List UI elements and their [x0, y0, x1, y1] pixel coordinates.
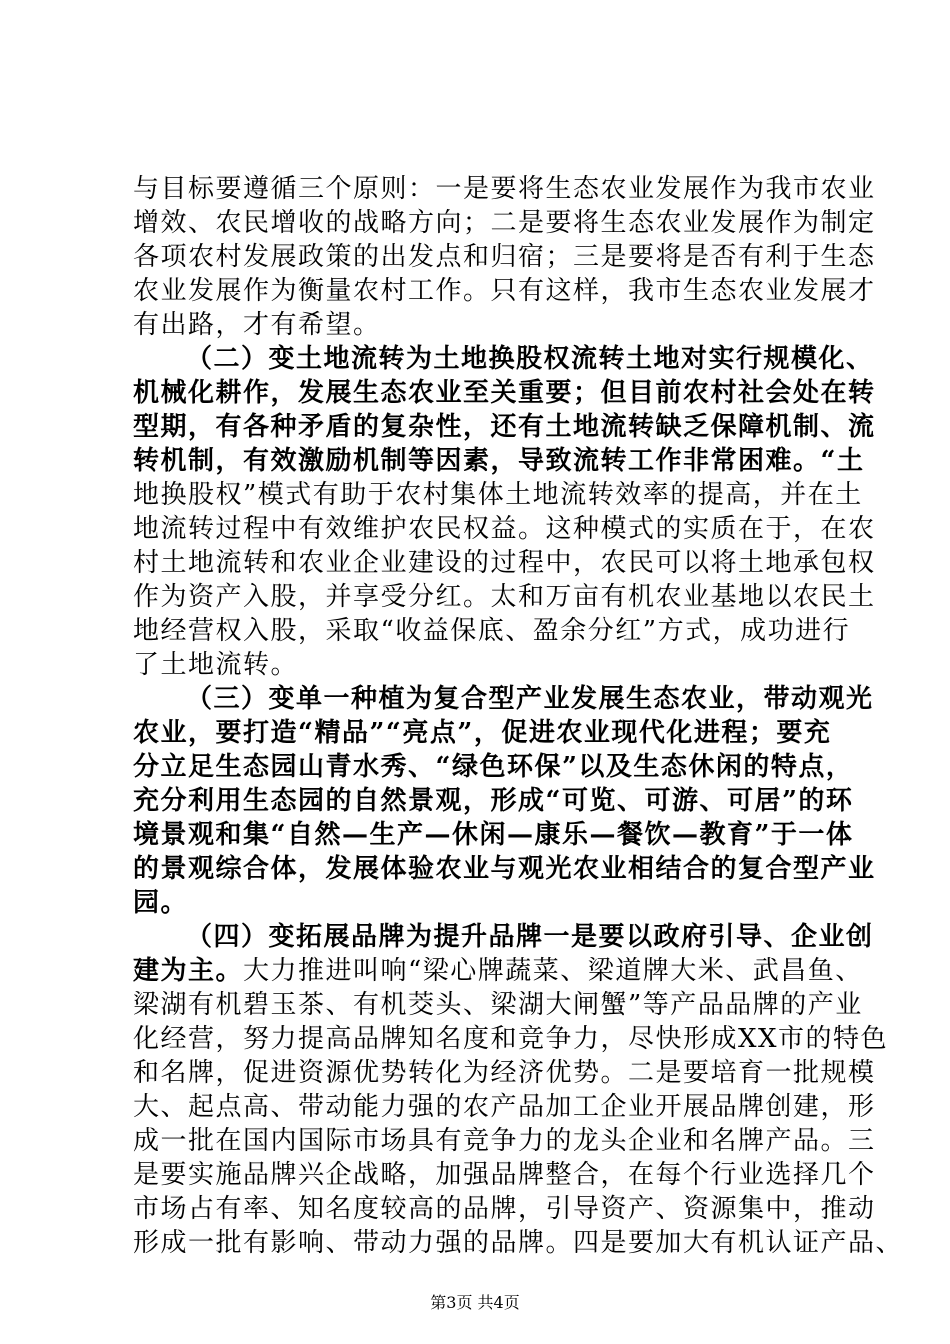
text-line: 作为资产入股，并享受分红。太和万亩有机农业基地以农民土 — [133, 582, 876, 612]
text-line: 和名牌，促进资源优势转化为经济优势。二是要培育一批规模 — [133, 1058, 876, 1088]
text-line: 农业发展作为衡量农村工作。只有这样，我市生态农业发展才 — [133, 276, 876, 306]
text-line: 各项农村发展政策的出发点和归宿；三是要将是否有利于生态 — [133, 242, 876, 272]
text-line: 是要实施品牌兴企战略，加强品牌整合，在每个行业选择几个 — [133, 1160, 876, 1190]
text-line — [133, 954, 863, 988]
text-line: 化经营，努力提高品牌知名度和竞争力，尽快形成XX市的特色 — [133, 1024, 889, 1054]
text-line: 村土地流转和农业企业建设的过程中，农民可以将土地承包权 — [133, 548, 876, 578]
text-line: 了土地流转。 — [133, 650, 299, 680]
page-footer: 第3页 共4页 — [430, 1293, 520, 1312]
text-line: 转机制，有效激励机制等因素，导致流转工作非常困难。“土 — [133, 446, 865, 476]
text-line: 的景观综合体，发展体验农业与观光农业相结合的复合型产业 — [133, 854, 876, 884]
text-line: 园。 — [133, 888, 189, 918]
text-line: 有出路，才有希望。 — [133, 310, 381, 340]
text-line: 与目标要遵循三个原则：一是要将生态农业发展作为我市农业 — [133, 174, 876, 204]
section-heading-4: （四）变拓展品牌为提升品牌一是要以政府引导、企业创 — [186, 922, 874, 952]
section-heading-3: （三）变单一种植为复合型产业发展生态农业，带动观光 — [186, 684, 874, 714]
text-line: 形成一批有影响、带动力强的品牌。四是要加大有机认证产品、 — [133, 1228, 904, 1258]
text-line: 地换股权”模式有助于农村集体土地流转效率的提高，并在土 — [133, 480, 863, 510]
text-line: 分立足生态园山青水秀、“绿色环保”以及生态休闲的特点， — [133, 752, 854, 782]
text-line: 市场占有率、知名度较高的品牌，引导资产、资源集中，推动 — [133, 1194, 876, 1224]
text-line: 地流转过程中有效维护农民权益。这种模式的实质在于，在农 — [133, 514, 876, 544]
text-line: 增效、农民增收的战略方向；二是要将生态农业发展作为制定 — [133, 208, 876, 238]
section-heading-2: （二）变土地流转为土地换股权流转土地对实行规模化、 — [186, 344, 874, 374]
text-line: 型期，有各种矛盾的复杂性，还有土地流转缺乏保障机制、流 — [133, 412, 876, 442]
text-line: 大、起点高、带动能力强的农产品加工企业开展品牌创建，形 — [133, 1092, 876, 1122]
text-line: 农业，要打造“精品”“亮点”，促进农业现代化进程；要充 — [133, 718, 832, 748]
text-line: 充分利用生态园的自然景观，形成“可览、可游、可居”的环 — [133, 786, 854, 816]
text-line: 地经营权入股，采取“收益保底、盈余分红”方式，成功进行 — [133, 616, 851, 646]
text-line: 梁湖有机碧玉茶、有机茭头、梁湖大闸蟹”等产品品牌的产业 — [133, 990, 863, 1020]
text-line: 境景观和集“自然—生产—休闲—康乐—餐饮—教育”于一体 — [133, 820, 854, 850]
text-segment: 大力推进叫响“梁心牌蔬菜、梁道牌大米、武昌鱼、 — [243, 956, 863, 986]
text-segment-bold: 建为主。 — [133, 956, 244, 986]
text-line: 成一批在国内国际市场具有竞争力的龙头企业和名牌产品。三 — [133, 1126, 876, 1156]
text-line: 机械化耕作，发展生态农业至关重要；但目前农村社会处在转 — [133, 378, 876, 408]
